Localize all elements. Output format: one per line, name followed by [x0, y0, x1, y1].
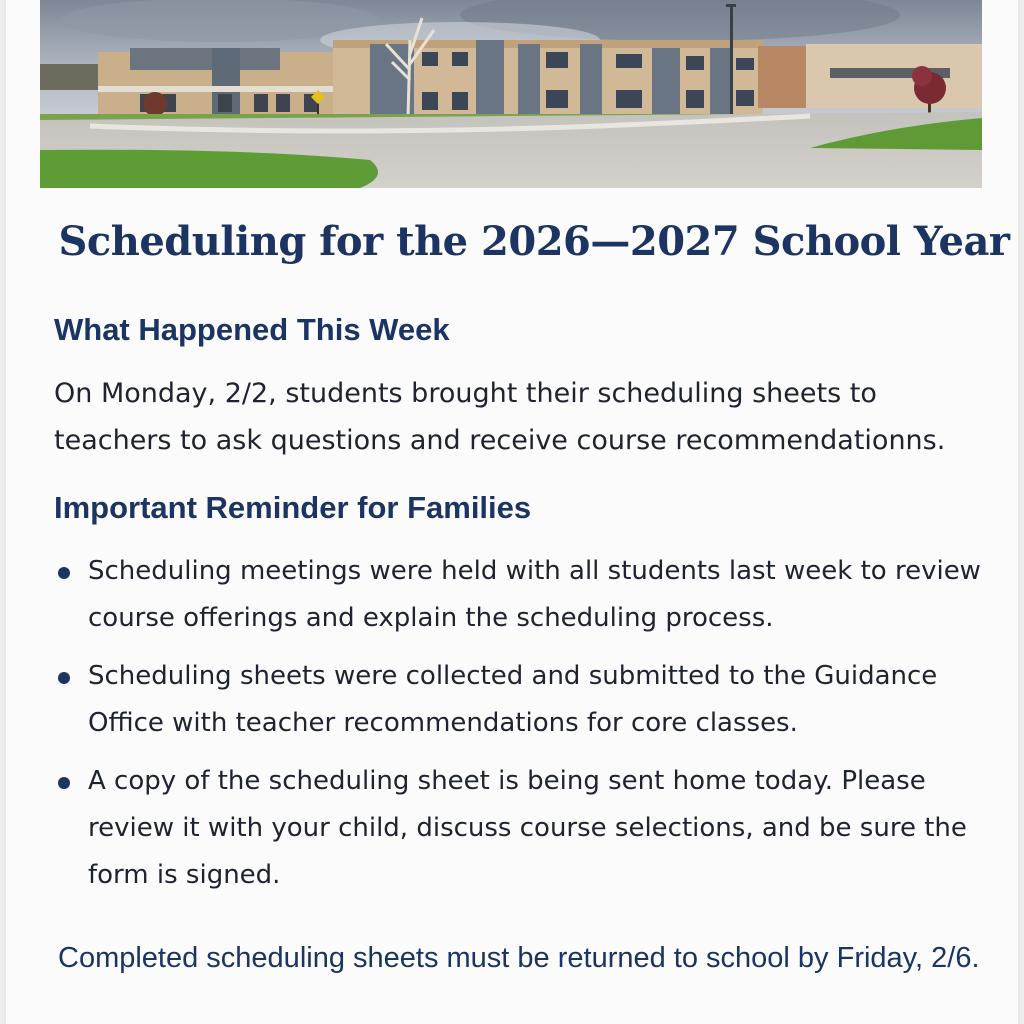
- newsletter-page: [6, 0, 1018, 1024]
- reminder-list: [54, 548, 984, 910]
- section-heading-reminder: Important Reminder for Families: [54, 490, 532, 525]
- list-item: [54, 758, 984, 899]
- list-item-text: Scheduling sheets were collected and submitted to the Guidance Office with teacher recommendations for core classes.: [88, 661, 938, 738]
- bullet-dot-icon: [58, 777, 70, 789]
- section-body-this-week: On Monday, 2/2, students brought their scheduling sheets to teachers to ask questions and receive course recommendationns.: [54, 378, 946, 456]
- return-deadline-note: Completed scheduling sheets must be returned to school by Friday, 2/6.: [58, 942, 980, 974]
- school-building-photo: [40, 0, 982, 188]
- list-item: [54, 548, 984, 642]
- bullet-dot-icon: [58, 567, 70, 579]
- list-item: [54, 653, 984, 747]
- list-item-text: Scheduling meetings were held with all students last week to review course offerings and explain the scheduling process.: [88, 556, 981, 633]
- section-heading-this-week: What Happened This Week: [54, 312, 450, 347]
- page-title: Scheduling for the 2026—2027 School Year: [58, 218, 1010, 265]
- list-item-text: A copy of the scheduling sheet is being sent home today. Please review it with your child, discuss course selections, and be sure the form is signed.: [88, 766, 967, 890]
- bullet-dot-icon: [58, 672, 70, 684]
